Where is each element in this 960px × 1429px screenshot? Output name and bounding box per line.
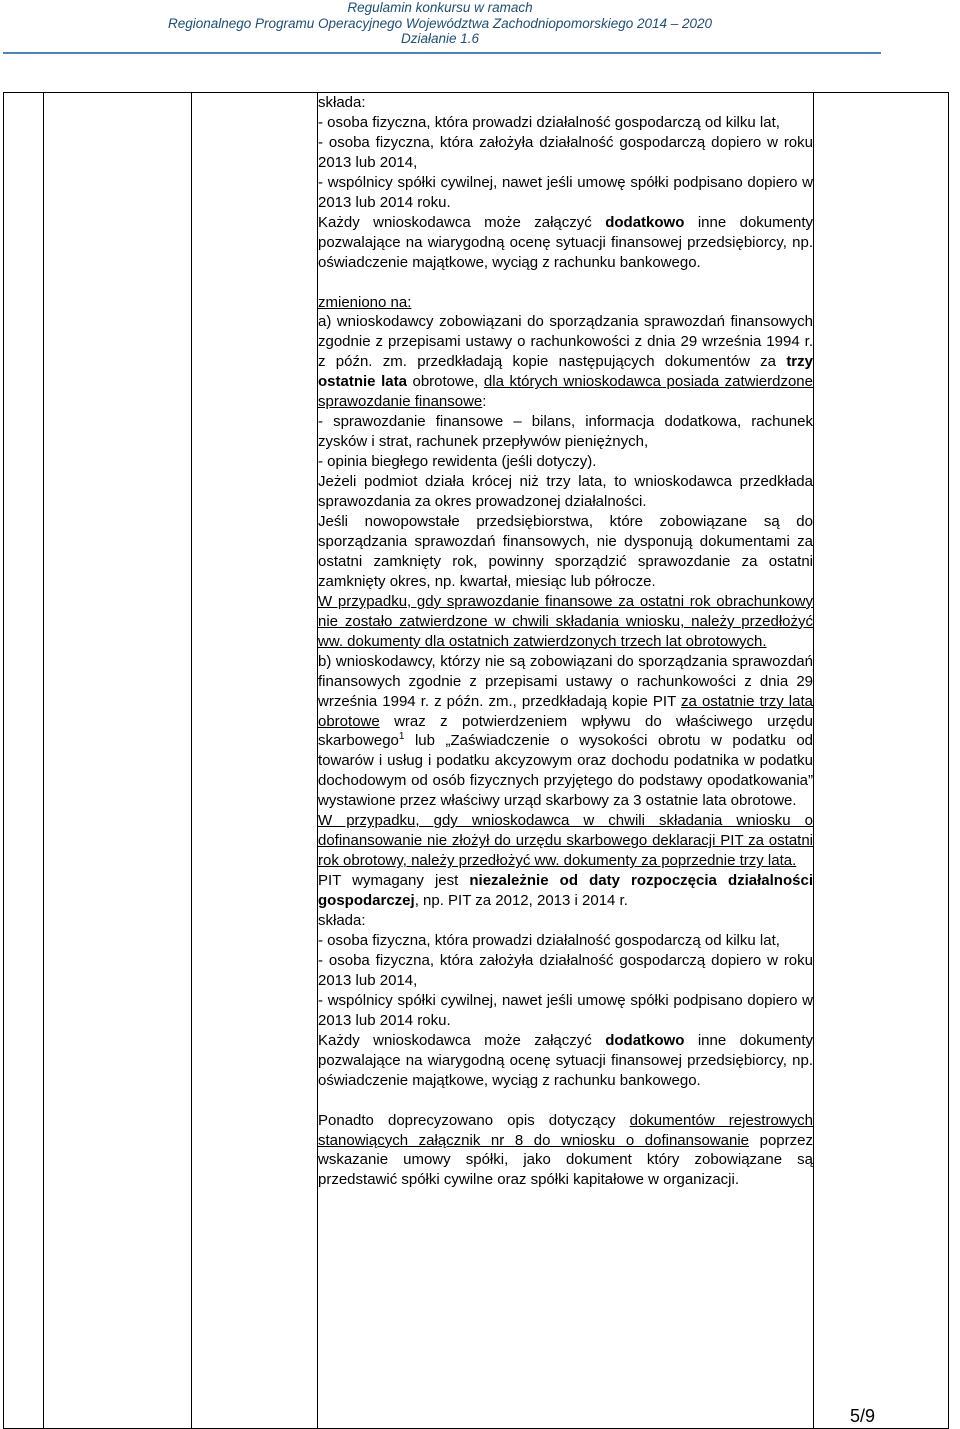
- changed-heading: zmieniono na:: [318, 293, 412, 311]
- text-paragraph: W przypadku, gdy sprawozdanie finansowe za ostatni rok obrachunkowy nie zostało zatwierdzone w chwili składania wniosku, należy przedłożyć ww. dokumenty dla ostatnich zatwierdzonych trzech lat obrotowych.: [318, 592, 813, 650]
- text-paragraph: a) wnioskodawcy zobowiązani do sporządzania sprawozdań finansowych zgodnie z przepisami ustawy o rachunkowości z dnia 29 września 1994 r. z późn. zm. przedkładają kopie następujących dokumentów za trzy ostatnie lata obrotowe, dla których wnioskodawca posiada zatwierdzone sprawozdanie finansowe:: [318, 313, 813, 411]
- text-line: - opinia biegłego rewidenta (jeśli dotyczy).: [318, 453, 597, 471]
- table-cell-3: [192, 93, 318, 1429]
- table-cell-2: [44, 93, 192, 1429]
- text-line: - osoba fizyczna, która prowadzi działalność gospodarczą od kilku lat,: [318, 113, 780, 131]
- table-cell-description: [318, 93, 814, 1429]
- text-paragraph: Ponadto doprecyzowano opis dotyczący dokumentów rejestrowych stanowiących załącznik nr 8 do wniosku o dofinansowanie poprzez wskazanie umowy spółki, jako dokument który zobowiązane są przedstawić spółki cywilne oraz spółki kapitałowe w organizacji.: [318, 1111, 813, 1189]
- header-line-3: Działanie 1.6: [400, 31, 480, 46]
- text-paragraph: Każdy wnioskodawca może załączyć dodatkowo inne dokumenty pozwalające na wiarygodną ocenę sytuacji finansowej przedsiębiorcy, np. oświadczenie majątkowe, wyciąg z rachunku bankowego.: [318, 1031, 813, 1089]
- text-paragraph: Każdy wnioskodawca może załączyć dodatkowo inne dokumenty pozwalające na wiarygodną ocenę sytuacji finansowej przedsiębiorcy, np. oświadczenie majątkowe, wyciąg z rachunku bankowego.: [318, 213, 813, 271]
- table-cell-1: [4, 93, 44, 1429]
- description-text: [318, 93, 813, 1190]
- page-number: 5/9: [850, 1406, 876, 1426]
- table-row: [4, 93, 949, 1429]
- text-line: składa:: [318, 94, 366, 111]
- text-paragraph: PIT wymagany jest niezależnie od daty rozpoczęcia działalności gospodarczej, np. PIT za 2012, 2013 i 2014 r.: [318, 872, 813, 910]
- header-line-2: Regionalnego Programu Operacyjnego Województwa Zachodniopomorskiego 2014 – 2020: [167, 15, 713, 31]
- footnote-marker: 1: [398, 731, 405, 743]
- text-paragraph: b) wnioskodawcy, którzy nie są zobowiązani do sporządzania sprawozdań finansowych zgodnie z przepisami ustawy o rachunkowości z dnia 29 września 1994 r. z późn. zm., przedkładają kopie PIT za ostatnie trzy lata obrotowe wraz z potwierdzeniem wpływu do właściwego urzędu skarbowego$^1$ lub „Zaświadczenie o wysokości obrotu w podatku od towarów i usług i podatku akcyzowym oraz dochodu podatnika w podatku dochodowym od osób fizycznych przyjętego do podstawy opodatkowania” wystawione przez właściwy urząd skarbowy za 3 ostatnie lata obrotowe.: [318, 652, 813, 810]
- header-rule: [3, 52, 881, 54]
- changes-table: [3, 92, 949, 1429]
- text-line: - wspólnicy spółki cywilnej, nawet jeśli umowę spółki podpisano dopiero w 2013 lub 2014 roku.: [318, 173, 813, 211]
- text-line: - osoba fizyczna, która prowadzi działalność gospodarczą od kilku lat,: [318, 932, 780, 950]
- page-header: [0, 0, 880, 47]
- text-paragraph: Jeśli nowopowstałe przedsiębiorstwa, które zobowiązane są do sporządzania sprawozdań finansowych, nie dysponują dokumentami za ostatni zamknięty rok, powinny sporządzić sprawozdanie za ostatni zamknięty okres, np. kwartał, miesiąc lub półrocze.: [318, 513, 813, 590]
- text-line: - osoba fizyczna, która założyła działalność gospodarczą dopiero w roku 2013 lub 2014,: [318, 951, 813, 989]
- table-cell-6: [814, 93, 949, 1429]
- header-line-1: Regulamin konkursu w ramach: [347, 0, 533, 15]
- text-line: - wspólnicy spółki cywilnej, nawet jeśli umowę spółki podpisano dopiero w 2013 lub 2014 roku.: [318, 991, 813, 1029]
- text-line: - sprawozdanie finansowe – bilans, informacja dodatkowa, rachunek zysków i strat, rachunek przepływów pieniężnych,: [318, 413, 813, 451]
- text-line: - osoba fizyczna, która założyła działalność gospodarczą dopiero w roku 2013 lub 2014,: [318, 133, 813, 171]
- text-line: składa:: [318, 912, 366, 930]
- text-paragraph: W przypadku, gdy wnioskodawca w chwili składania wniosku o dofinansowanie nie złożył do urzędu skarbowego deklaracji PIT za ostatni rok obrotowy, należy przedłożyć ww. dokumenty za poprzednie trzy lata.: [318, 812, 813, 870]
- text-paragraph: Jeżeli podmiot działa krócej niż trzy lata, to wnioskodawca przedkłada sprawozdania za okres prowadzonej działalności.: [318, 473, 813, 511]
